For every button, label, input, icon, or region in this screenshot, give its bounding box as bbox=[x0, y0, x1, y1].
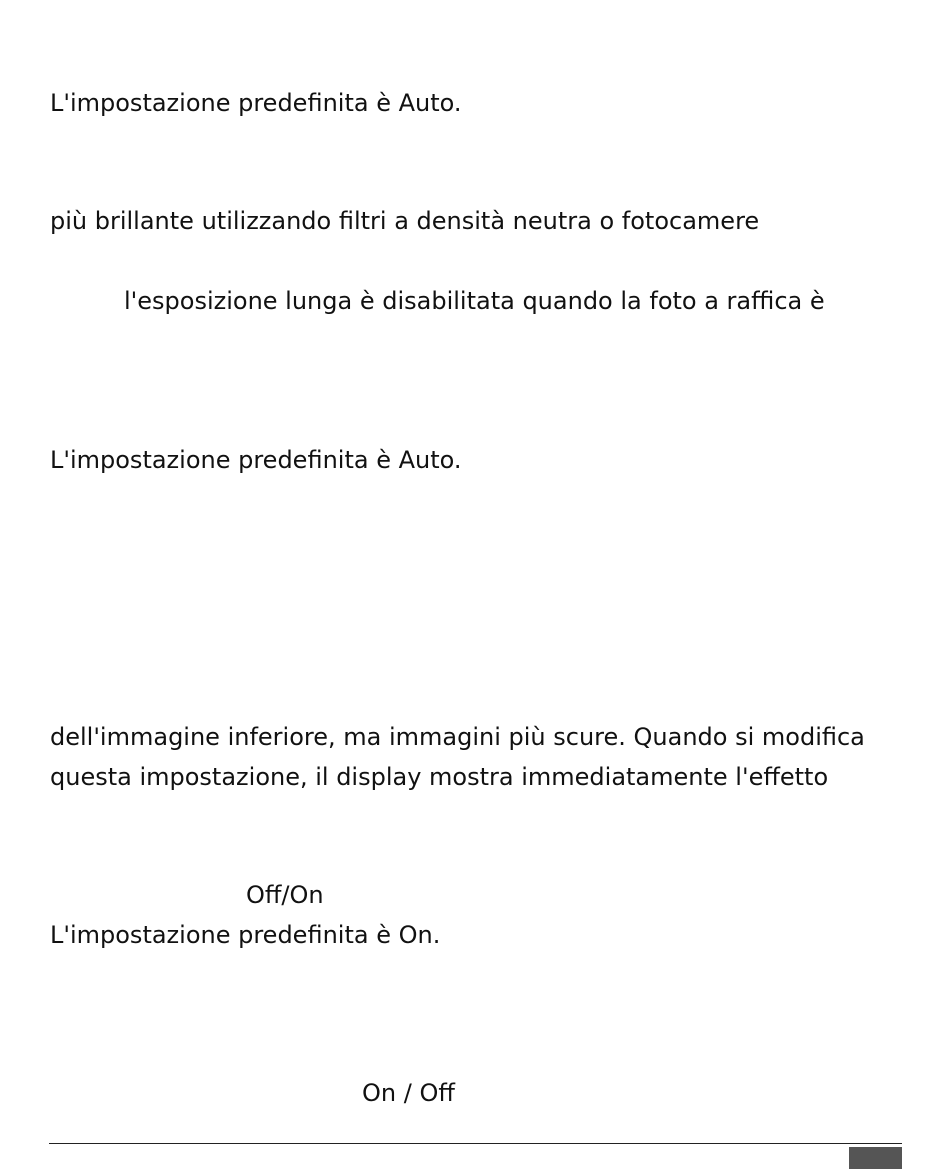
off-on-option: Off/On bbox=[246, 881, 324, 909]
default-auto-text-1: L'impostazione predefinita è Auto. bbox=[50, 89, 462, 117]
display-effect-text: questa impostazione, il display mostra immediatamente l'effetto bbox=[50, 763, 829, 791]
on-off-option: On / Off bbox=[362, 1079, 455, 1107]
page-number-tab bbox=[849, 1147, 902, 1169]
image-darker-text: dell'immagine inferiore, ma immagini più scure. Quando si modifica bbox=[50, 723, 865, 751]
footer-divider bbox=[49, 1143, 902, 1144]
bright-filter-text: più brillante utilizzando filtri a densità neutra o fotocamere bbox=[50, 207, 760, 235]
default-on-text: L'impostazione predefinita è On. bbox=[50, 921, 441, 949]
default-auto-text-2: L'impostazione predefinita è Auto. bbox=[50, 446, 462, 474]
long-exposure-note: l'esposizione lunga è disabilitata quando la foto a raffica è bbox=[124, 287, 825, 315]
